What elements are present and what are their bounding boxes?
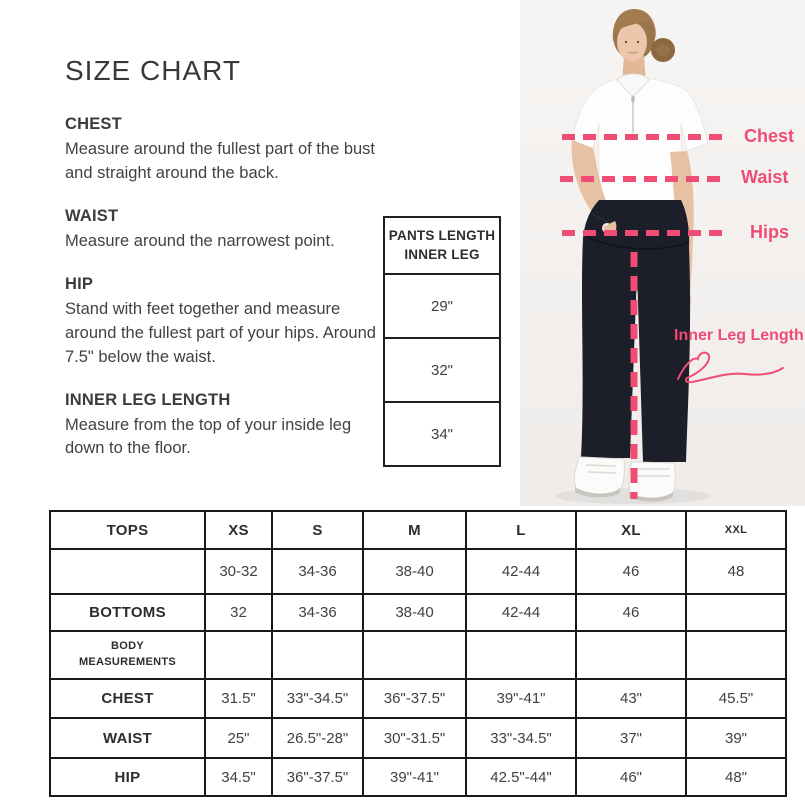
cell: 30"-31.5": [363, 718, 466, 758]
cell: 36"-37.5": [272, 758, 363, 796]
cell: 46: [576, 594, 686, 631]
page-title: SIZE CHART: [65, 55, 241, 86]
cell: [686, 631, 786, 679]
instruction-section-waist: [65, 207, 383, 254]
pants-length-cell: 29": [385, 275, 499, 339]
cell: 31.5": [205, 679, 272, 718]
instruction-body-inner-leg: Measure from the top of your inside leg down to the floor.: [65, 415, 352, 458]
column-header-xxl: XXL: [686, 511, 786, 549]
cell: [576, 631, 686, 679]
cell: 38-40: [363, 594, 466, 631]
pants-length-cell: 32": [385, 339, 499, 403]
hips-label: Hips: [750, 222, 790, 242]
pants-length-header-line2: INNER LEG: [404, 246, 480, 262]
face: [617, 23, 647, 62]
row-label: HIP: [50, 758, 205, 796]
instruction-body-hip: Stand with feet together and measure around the fullest part of your hips. Around 7.5" below the waist.: [65, 299, 376, 366]
column-header-xs: XS: [205, 511, 272, 549]
cell: 26.5"-28": [272, 718, 363, 758]
left-shoe: [574, 455, 624, 495]
cell: 45.5": [686, 679, 786, 718]
column-header-tops: TOPS: [50, 511, 205, 549]
cell: 39": [686, 718, 786, 758]
inner-leg-label: Inner Leg Length: [674, 327, 804, 344]
cell: 46: [576, 549, 686, 594]
cell: 39"-41": [363, 758, 466, 796]
cell: 43": [576, 679, 686, 718]
cell: 42-44: [466, 594, 576, 631]
cell: [205, 631, 272, 679]
instruction-heading-hip: HIP: [65, 274, 94, 293]
cell: 42.5"-44": [466, 758, 576, 796]
waist-label: Waist: [741, 167, 789, 187]
cell: 34-36: [272, 549, 363, 594]
cell: 32: [205, 594, 272, 631]
cell: 42-44: [466, 549, 576, 594]
column-header-s: S: [272, 511, 363, 549]
cell: [686, 594, 786, 631]
column-header-l: L: [466, 511, 576, 549]
model-photo: [520, 0, 805, 506]
table-row-bottoms: [50, 594, 786, 631]
row-label: [50, 549, 205, 594]
instruction-heading-waist: WAIST: [65, 206, 119, 225]
column-header-m: M: [363, 511, 466, 549]
row-label: WAIST: [50, 718, 205, 758]
table-row-waist: [50, 718, 786, 758]
instruction-heading-chest: CHEST: [65, 115, 122, 133]
cell: 48: [686, 549, 786, 594]
row-label: BODY MEASUREMENTS: [50, 631, 205, 679]
cell: 34-36: [272, 594, 363, 631]
instruction-body-waist: Measure around the narrowest point.: [65, 231, 335, 250]
cell: [466, 631, 576, 679]
row-label: BOTTOMS: [50, 594, 205, 631]
cell: 39"-41": [466, 679, 576, 718]
row-label: CHEST: [50, 679, 205, 718]
cell: 38-40: [363, 549, 466, 594]
cell: 25": [205, 718, 272, 758]
size-table: [49, 510, 787, 797]
table-row-hip: [50, 758, 786, 796]
instruction-section-inner-leg: [65, 391, 383, 462]
cell: 34.5": [205, 758, 272, 796]
pants-length-cell: 34": [430, 425, 453, 443]
cell: [363, 631, 466, 679]
model-figure-illustration: [520, 0, 805, 506]
instruction-heading-inner-leg: INNER LEG LENGTH: [65, 390, 231, 409]
cell: 33"-34.5": [272, 679, 363, 718]
column-header-xl: XL: [576, 511, 686, 549]
cell: 33"-34.5": [466, 718, 576, 758]
cell: 30-32: [205, 549, 272, 594]
cell: [272, 631, 363, 679]
instruction-section-hip: [65, 275, 383, 370]
table-row-tops-sizes: [50, 549, 786, 594]
cell: 48": [686, 758, 786, 796]
chest-label: Chest: [744, 126, 795, 146]
instruction-section-chest: [65, 115, 383, 186]
pants-length-table: [383, 216, 501, 467]
size-table-header-row: [50, 511, 786, 549]
instruction-body-chest: Measure around the fullest part of the bust and straight around the back.: [65, 140, 376, 182]
measuring-guide: [65, 55, 383, 461]
table-row-chest: [50, 679, 786, 718]
pants-length-table-header: [385, 218, 499, 275]
cell: 37": [576, 718, 686, 758]
table-row-body-measurements: [50, 631, 786, 679]
cell: 36"-37.5": [363, 679, 466, 718]
pants-length-header-line1: PANTS LENGTH: [388, 228, 496, 244]
cell: 46": [576, 758, 686, 796]
